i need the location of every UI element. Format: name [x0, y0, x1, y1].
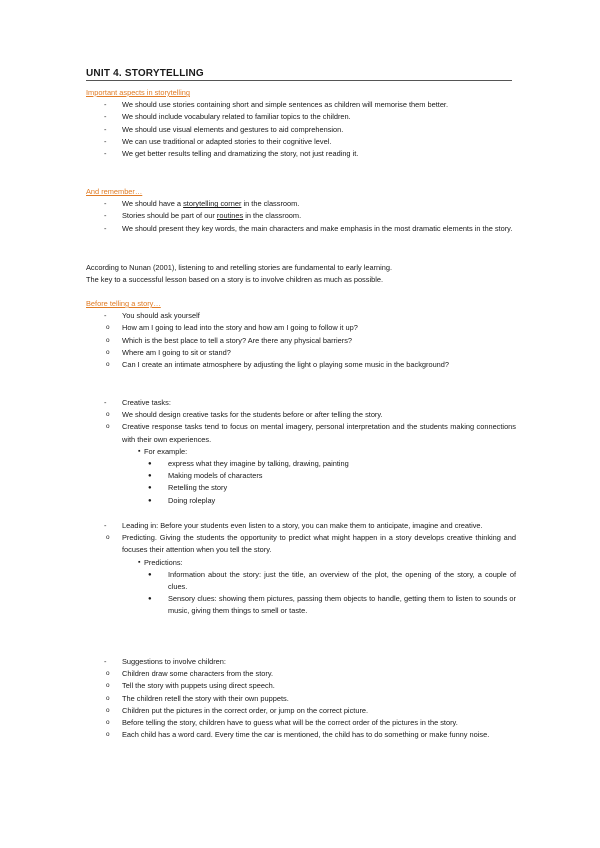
sub-item: o How am I going to lead into the story and how am I going to follow it up? — [86, 322, 516, 334]
section-important-aspects — [86, 87, 516, 160]
paragraph: According to Nunan (2001), listening to and retelling stories are fundamental to early learning. — [86, 263, 393, 272]
list-item — [86, 198, 516, 210]
sub-item: o Can I create an intimate atmosphere by adjusting the light o playing some music in the background? — [86, 359, 516, 371]
sub-item: o Children put the pictures in the correct order, or jump on the correct picture. — [86, 705, 516, 717]
example-item: ● express what they imagine by talking, drawing, painting — [144, 458, 516, 470]
list-item: - We should use visual elements and gestures to aid comprehension. — [86, 124, 516, 136]
example-item: ● Making models of characters — [144, 470, 516, 482]
sub-item: o Children draw some characters from the story. — [86, 668, 516, 680]
section-heading: Before telling a story… — [86, 299, 161, 308]
creative-tasks — [86, 397, 516, 507]
text: We should have a — [122, 199, 184, 209]
list-label: You should ask yourself — [122, 311, 200, 321]
list-item: - We can use traditional or adapted stories to their cognitive level. — [86, 136, 516, 148]
list-item: - We should use stories containing short and simple sentences as children will memorise them better. — [86, 99, 516, 111]
intro-paragraphs — [86, 262, 516, 286]
sub-item-text: Predicting. Giving the students the opportunity to predict what might happen in a story develops creative thinking and focuses their attention when you tell the story. — [122, 533, 516, 555]
sub-item: o Before telling the story, children have to guess what will be the correct order of the pictures in the story. — [86, 717, 516, 729]
sub-item — [86, 421, 516, 506]
page-title: UNIT 4. STORYTELLING — [86, 68, 204, 79]
leading-in — [86, 520, 516, 618]
list-label: Leading in: Before your students even listen to a story, you can make them to anticipate, imagine and creative. — [122, 521, 483, 530]
example-item: ● Retelling the story — [144, 482, 516, 494]
prediction-item: ● Sensory clues: showing them pictures, passing them objects to handle, getting them to listen to sounds or music, giving them things to smell or taste. — [144, 593, 516, 617]
sub-item: o Which is the best place to tell a story? Are there any physical barriers? — [86, 335, 516, 347]
list-item: - We should include vocabulary related to familiar topics to the children. — [86, 111, 516, 123]
section-heading: And remember… — [86, 187, 143, 196]
paragraph: The key to a successful lesson based on a story is to involve children as much as possible. — [86, 275, 384, 285]
example-item: ● Doing roleplay — [144, 495, 516, 507]
sub-item: o The children retell the story with their own puppets. — [86, 693, 516, 705]
prediction-item: ● Information about the story: just the title, an overview of the plot, the opening of the story, a couple of clues. — [144, 569, 516, 593]
underlined-term: storytelling corner — [183, 199, 242, 209]
suggestions — [86, 656, 516, 741]
predictions-label: Predictions: — [144, 557, 183, 567]
list-item: - We get better results telling and dramatizing the story, not just reading it. — [86, 148, 516, 160]
list-label: Creative tasks: — [122, 398, 171, 407]
list-item-ask-yourself — [86, 310, 516, 371]
text: in the classroom. — [243, 211, 302, 221]
sub-sub-item — [122, 557, 516, 618]
list-item — [86, 210, 516, 222]
list-item-creative-tasks — [86, 397, 516, 507]
text: Stories should be part of our — [122, 211, 217, 221]
sub-item: o Where am I going to sit or stand? — [86, 347, 516, 359]
list-item-leading-in — [86, 520, 516, 618]
list-label: Suggestions to involve children: — [122, 657, 226, 666]
sub-sub-item — [122, 446, 516, 507]
title-rule — [86, 80, 512, 81]
underlined-term: routines — [216, 211, 244, 221]
example-label: For example: — [144, 446, 188, 456]
list-item: - We should present they key words, the main characters and make emphasis in the most dramatic elements in the story. — [86, 223, 516, 235]
sub-item: o Each child has a word card. Every time the car is mentioned, the child has to do something or make funny noise. — [86, 729, 516, 741]
sub-item-text: Creative response tasks tend to focus on mental imagery, personal interpretation and the students making connections with their own experiences. — [122, 422, 516, 444]
text: in the classroom. — [241, 199, 300, 209]
sub-item: o Tell the story with puppets using direct speech. — [86, 680, 516, 692]
section-heading: Important aspects in storytelling — [86, 88, 190, 97]
sub-item — [86, 532, 516, 617]
sub-item: o We should design creative tasks for the students before or after telling the story. — [86, 409, 516, 421]
list-item-suggestions — [86, 656, 516, 741]
section-before-telling — [86, 298, 516, 371]
section-and-remember — [86, 186, 516, 235]
